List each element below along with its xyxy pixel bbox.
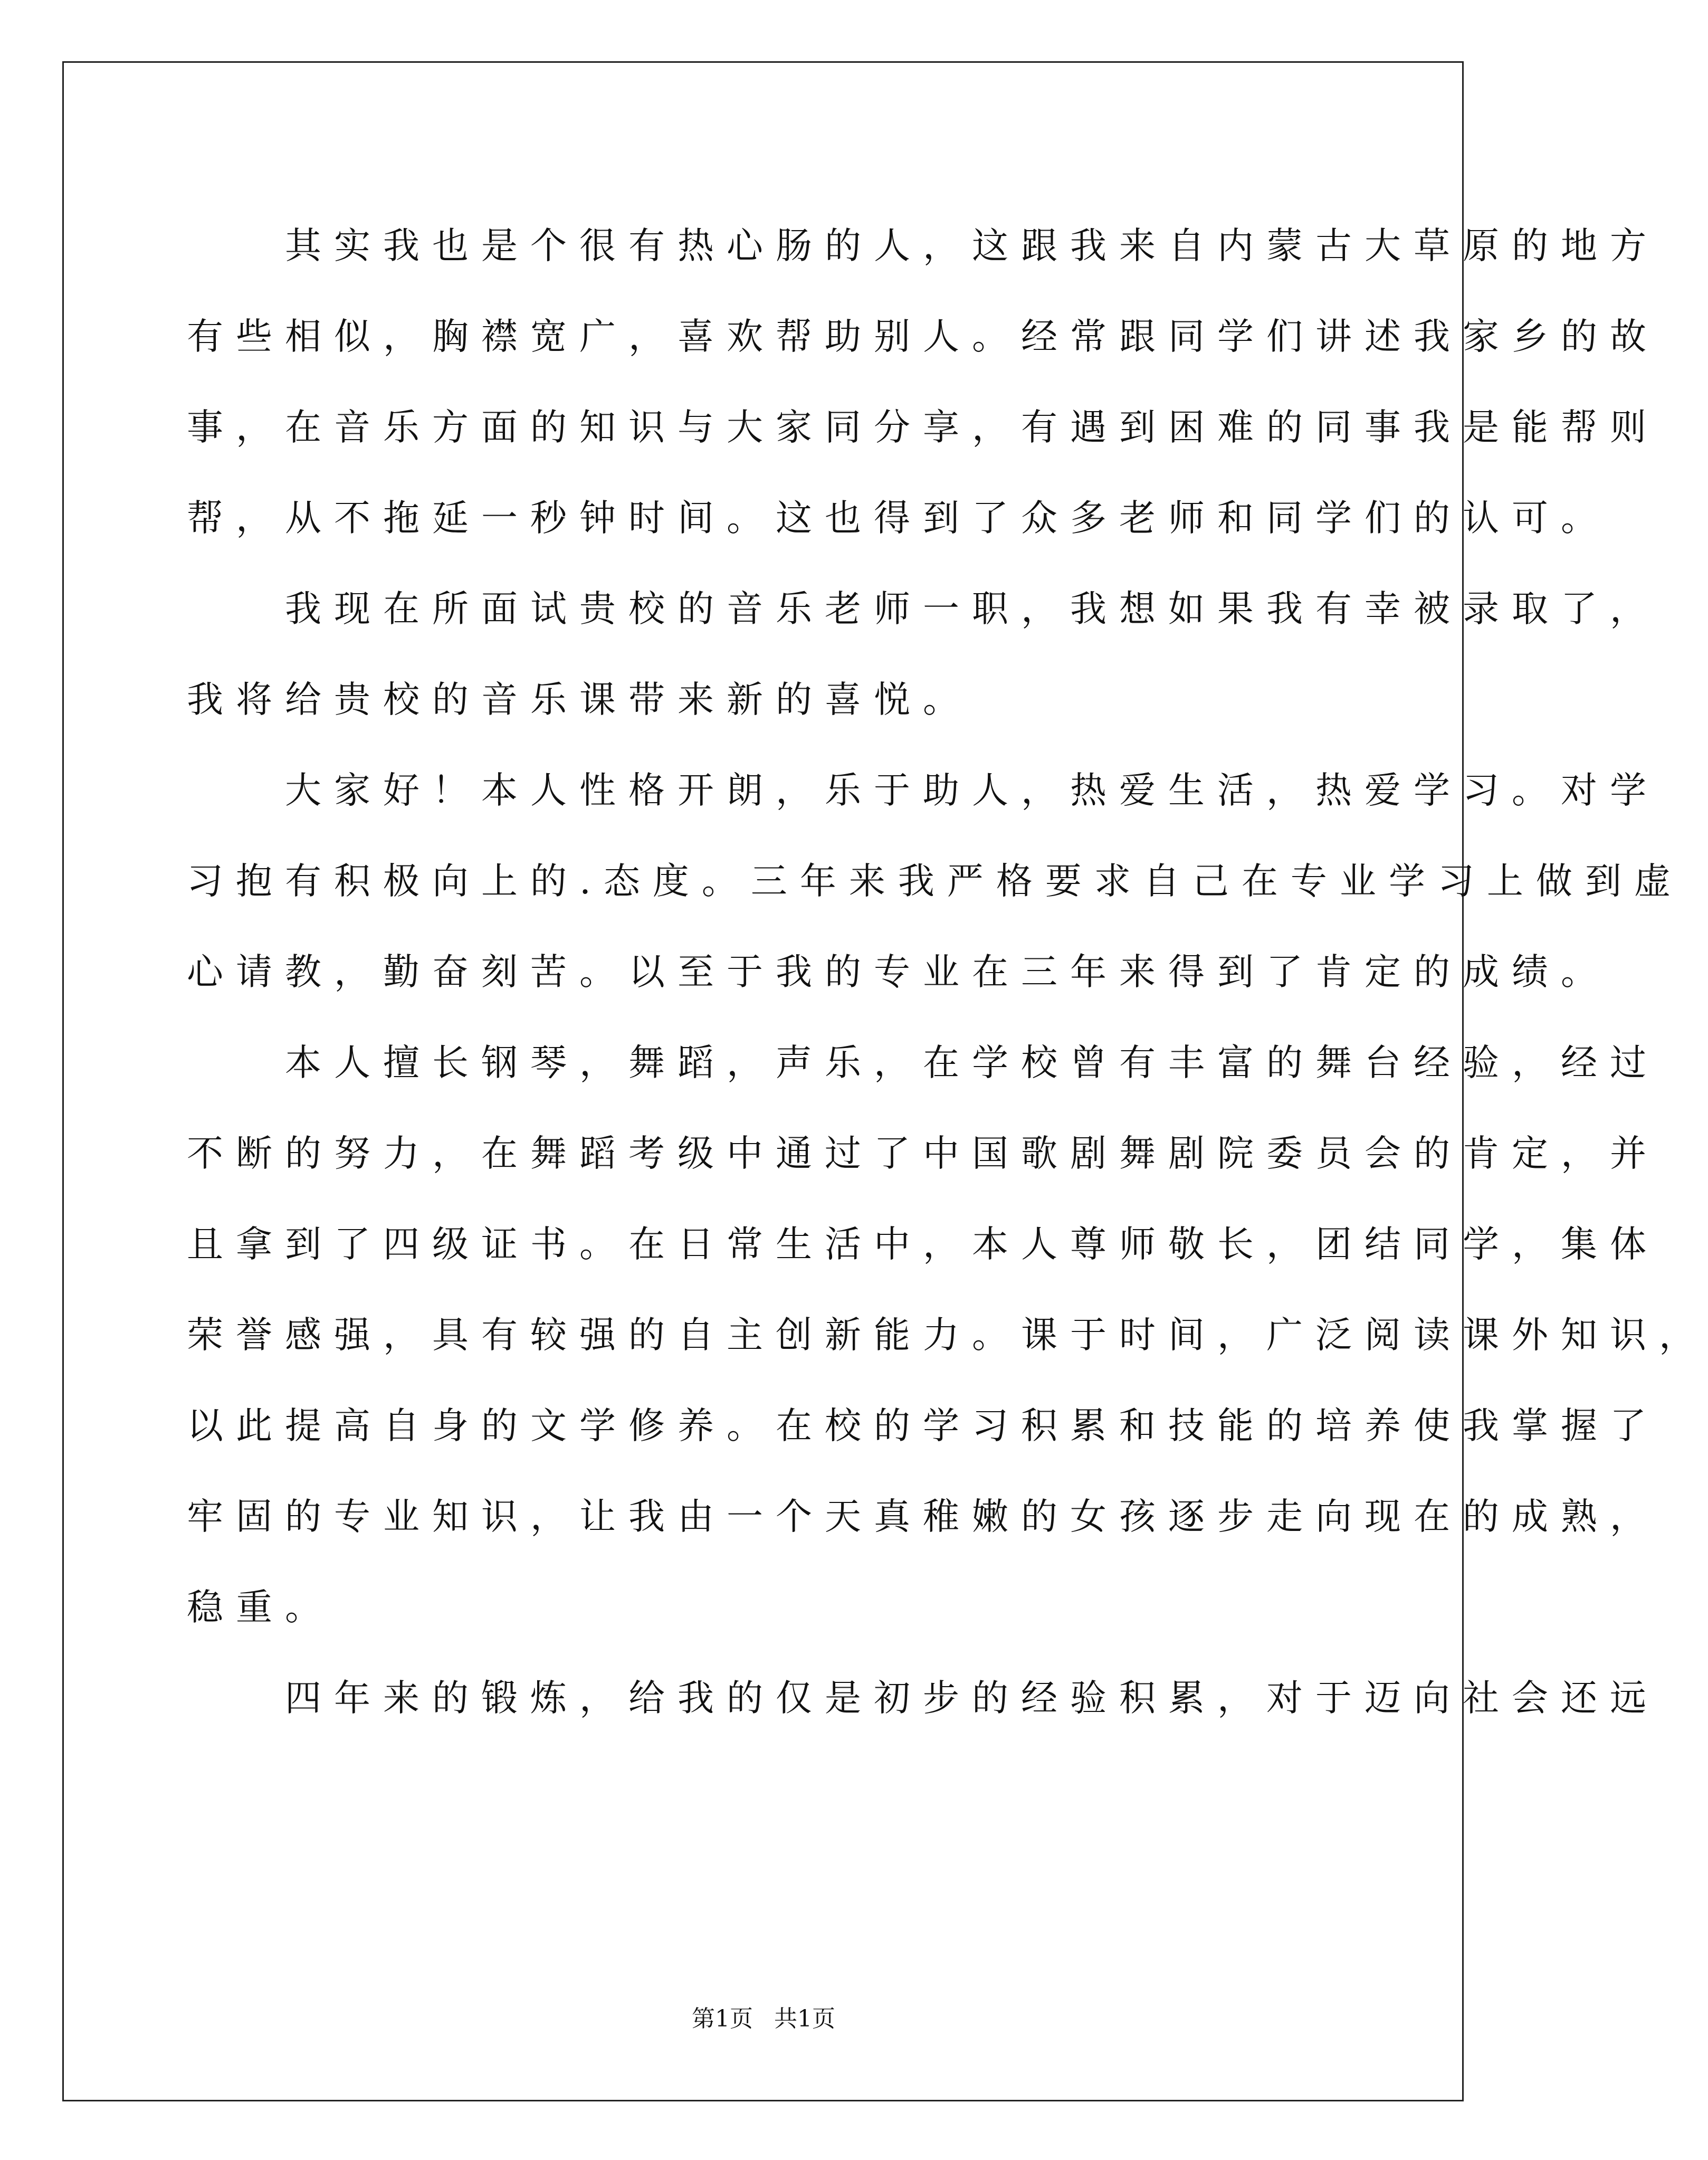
text-line: 不断的努力，在舞蹈考级中通过了中国歌剧舞剧院委员会的肯定，并 xyxy=(187,1133,1659,1175)
page-total: 共1页 xyxy=(774,2005,835,2032)
text-line: 稳重。 xyxy=(187,1586,334,1629)
text-line: 事，在音乐方面的知识与大家同分享，有遇到困难的同事我是能帮则 xyxy=(187,406,1659,449)
text-line: 习抱有积极向上的.态度。三年来我严格要求自己在专业学习上做到虚 xyxy=(187,860,1683,902)
text-line: 有些相似，胸襟宽广，喜欢帮助别人。经常跟同学们讲述我家乡的故 xyxy=(187,316,1659,358)
text-line: 以此提高自身的文学修养。在校的学习积累和技能的培养使我掌握了 xyxy=(187,1405,1659,1447)
text-line: 牢固的专业知识，让我由一个天真稚嫩的女孩逐步走向现在的成熟， xyxy=(187,1496,1659,1538)
text-line: 大家好！本人性格开朗，乐于助人，热爱生活，热爱学习。对学 xyxy=(187,769,1659,812)
page-footer xyxy=(0,2003,1527,2035)
text-line: 帮，从不拖延一秒钟时间。这也得到了众多老师和同学们的认可。 xyxy=(187,497,1610,539)
text-line: 心请教，勤奋刻苦。以至于我的专业在三年来得到了肯定的成绩。 xyxy=(187,951,1610,993)
text-line: 荣誉感强，具有较强的自主创新能力。课于时间，广泛阅读课外知识， xyxy=(187,1314,1708,1356)
text-line: 本人擅长钢琴，舞蹈，声乐，在学校曾有丰富的舞台经验，经过 xyxy=(187,1042,1659,1084)
document-body xyxy=(187,201,1708,1744)
text-line: 且拿到了四级证书。在日常生活中，本人尊师敬长，团结同学，集体 xyxy=(187,1223,1659,1265)
page-number: 第1页 xyxy=(692,2005,753,2032)
text-line: 我现在所面试贵校的音乐老师一职，我想如果我有幸被录取了， xyxy=(187,588,1659,630)
text-line: 其实我也是个很有热心肠的人，这跟我来自内蒙古大草原的地方 xyxy=(187,225,1659,267)
text-line: 我将给贵校的音乐课带来新的喜悦。 xyxy=(187,679,972,721)
text-line: 四年来的锻炼，给我的仅是初步的经验积累，对于迈向社会还远 xyxy=(187,1677,1659,1719)
